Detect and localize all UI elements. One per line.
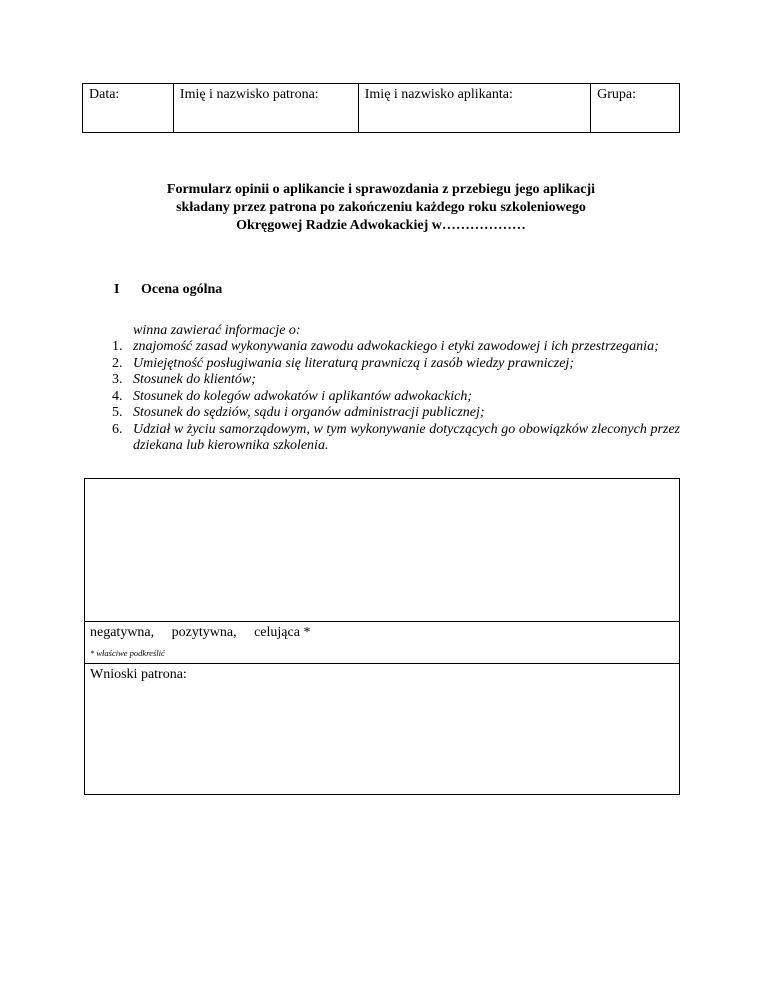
header-table [82, 83, 680, 133]
item-number: 1. [112, 339, 123, 354]
item-text: Udział w życiu samorządowym, w tym wykonywanie dotyczących go obowiązków zleconych przez dziekana lub kierownika szkolenia. [133, 421, 680, 453]
item-text: Stosunek do kolegów adwokatów i aplikantów adwokackich; [133, 388, 473, 404]
section-title: Ocena ogólna [141, 282, 223, 297]
section-heading [114, 282, 222, 298]
conclusions-label: Wnioski patrona: [90, 667, 187, 682]
criteria-list [112, 339, 680, 455]
item-number: 4. [112, 388, 123, 404]
date-label: Data: [89, 87, 120, 102]
item-text: Stosunek do klientów; [133, 372, 256, 387]
item-number: 3. [112, 372, 123, 387]
date-cell[interactable] [83, 84, 174, 133]
title-line-1: Formularz opinii o aplikancie i sprawozdania z przebiegu jego aplikacji [166, 182, 596, 197]
list-item [112, 372, 680, 389]
group-cell[interactable] [591, 84, 680, 133]
title-line-3: Okręgowej Radzie Adwokackiej w……………… [236, 218, 526, 233]
list-item [112, 422, 680, 455]
item-text: Stosunek do sędziów, sądu i organów administracji publicznej; [133, 405, 485, 420]
list-item [112, 389, 680, 406]
patron-name-label: Imię i nazwisko patrona: [179, 87, 319, 102]
trainee-name-cell[interactable] [358, 84, 590, 133]
title-line-2: składany przez patrona po zakończeniu każdego roku szkoleniowego [176, 200, 586, 215]
item-number: 6. [112, 421, 123, 437]
rating-positive[interactable]: pozytywna, [171, 625, 237, 640]
list-item [112, 405, 680, 422]
rating-options [90, 625, 324, 641]
group-label: Grupa: [597, 87, 636, 102]
item-number: 5. [112, 405, 123, 420]
rating-footnote: * właściwe podkreślić [90, 648, 165, 658]
assessment-text-area[interactable] [85, 479, 679, 621]
item-number: 2. [112, 355, 123, 371]
patron-name-cell[interactable] [173, 84, 358, 133]
form-title [82, 181, 680, 235]
section-number: I [114, 282, 120, 297]
rating-excellent[interactable]: celująca * [254, 625, 311, 640]
list-item [112, 339, 680, 356]
intro-text: winna zawierać informacje o: [133, 323, 301, 338]
conclusions-text-area[interactable] [90, 689, 674, 789]
assessment-box [84, 478, 680, 795]
item-text: znajomość zasad wykonywania zawodu adwokackiego i etyki zawodowej i ich przestrzegania; [133, 339, 659, 354]
item-text: Umiejętność posługiwania się literaturą prawniczą i zasób wiedzy prawniczej; [133, 355, 574, 371]
list-item [112, 356, 680, 373]
trainee-name-label: Imię i nazwisko aplikanta: [364, 87, 513, 102]
divider [85, 621, 679, 622]
rating-negative[interactable]: negatywna, [90, 625, 155, 640]
divider [85, 663, 679, 664]
